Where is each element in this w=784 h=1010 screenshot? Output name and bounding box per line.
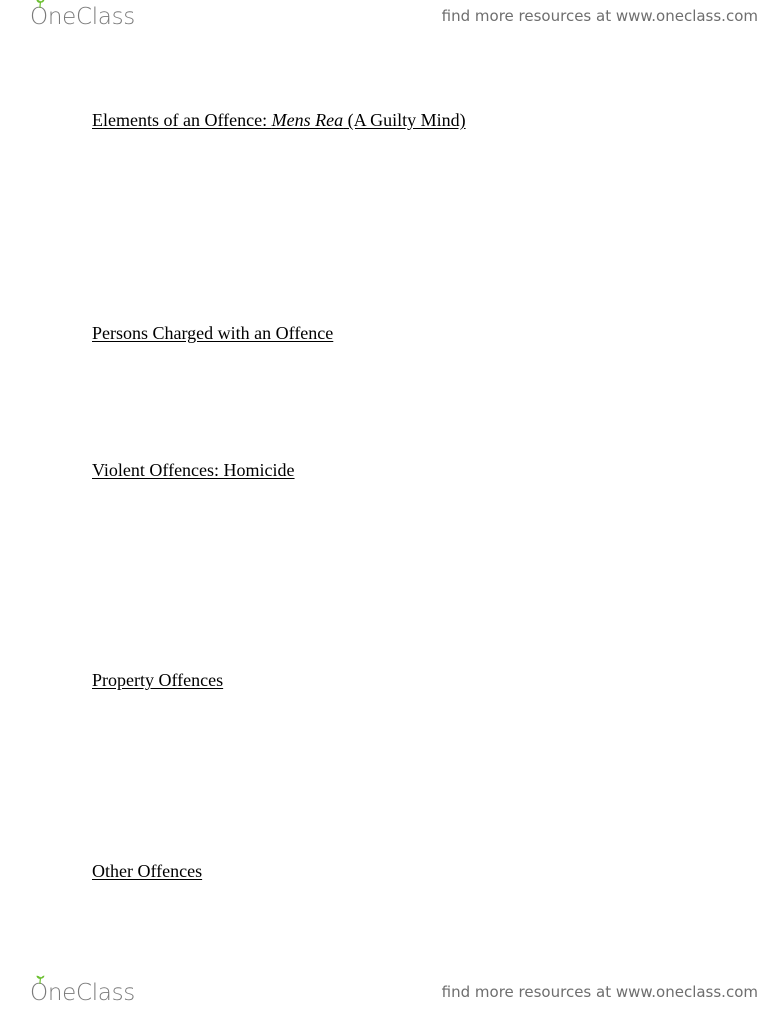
heading-other-offences: Other Offences: [92, 861, 203, 881]
logo-rest-text: neClass: [47, 4, 135, 30]
heading-mens-rea: [92, 109, 466, 131]
logo-wordmark-footer: [30, 978, 135, 1008]
logo-wordmark: [30, 2, 135, 32]
heading-violent-offences: Violent Offences: Homicide: [92, 460, 295, 480]
heading-mens-rea-suffix: (A Guilty Mind): [343, 110, 466, 130]
page-header: [0, 0, 784, 34]
logo-first-letter: O: [30, 4, 48, 30]
heading-mens-rea-italic: Mens Rea: [271, 110, 344, 130]
heading-mens-rea-prefix: Elements of an Offence:: [92, 110, 272, 130]
resources-tagline-footer[interactable]: find more resources at www.oneclass.com: [441, 983, 758, 1001]
logo-letter-o: [30, 2, 48, 32]
heading-property-offences: Property Offences: [92, 670, 224, 690]
resources-tagline[interactable]: find more resources at www.oneclass.com: [441, 7, 758, 25]
leaf-icon: [35, 0, 45, 9]
heading-persons-charged: Persons Charged with an Offence: [92, 323, 334, 343]
logo-first-letter-footer: O: [30, 980, 48, 1006]
logo-rest-text-footer: neClass: [47, 980, 135, 1006]
page-footer: [0, 976, 784, 1010]
logo-letter-o-footer: [30, 978, 48, 1008]
leaf-icon: [35, 975, 45, 985]
oneclass-logo-footer[interactable]: [30, 978, 135, 1008]
oneclass-logo[interactable]: [30, 2, 135, 32]
